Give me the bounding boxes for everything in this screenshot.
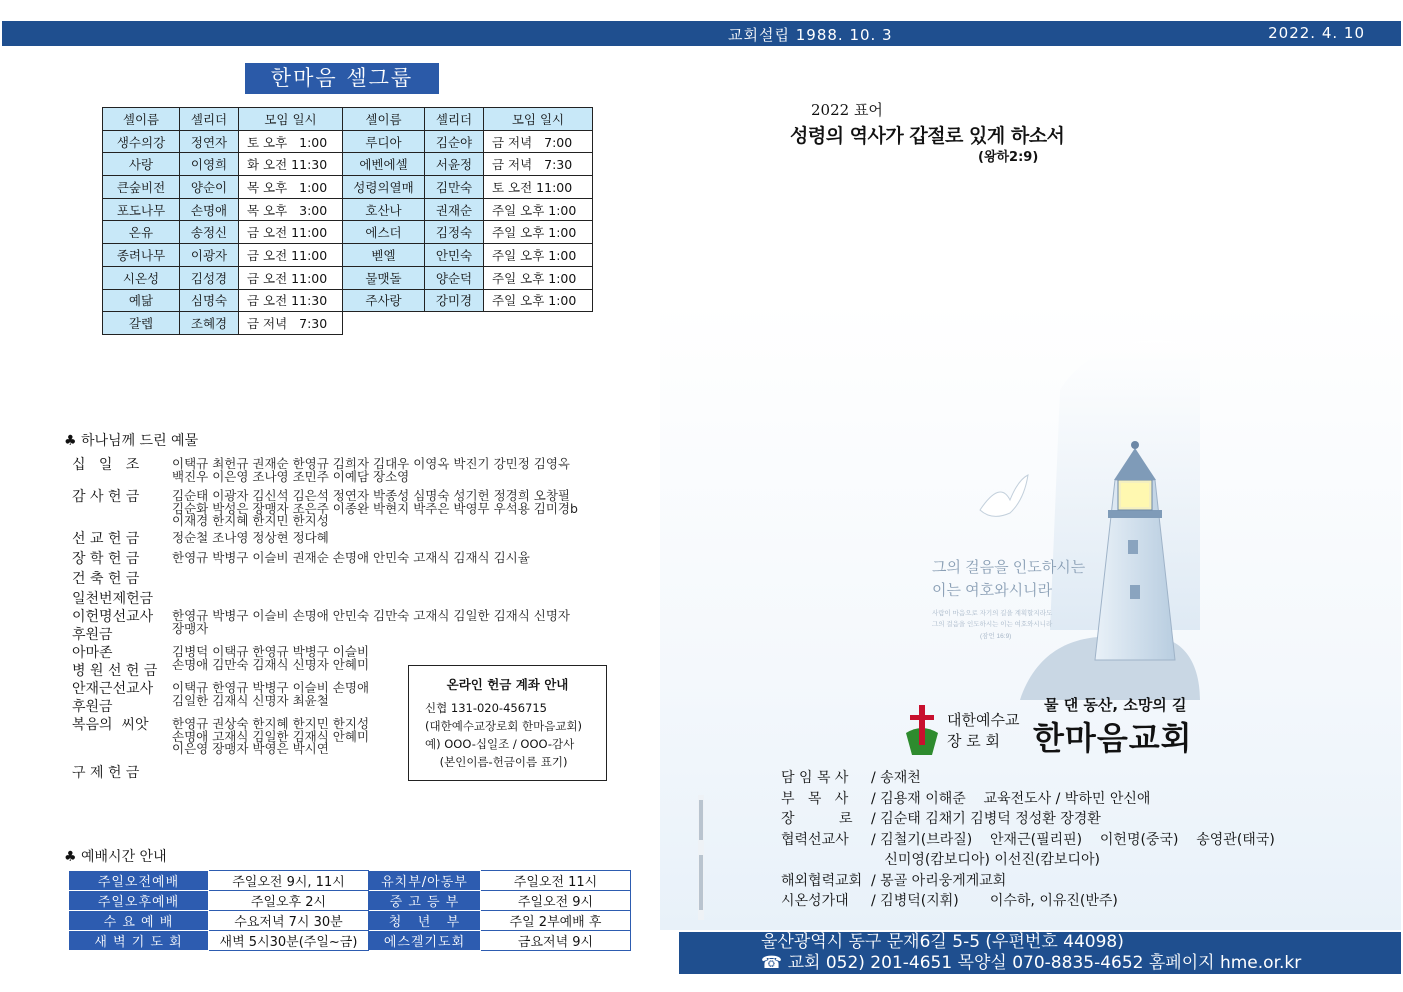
staff-role: 협력선교사 [781, 831, 849, 848]
table-row [69, 911, 631, 931]
staff-names: / 김병덕(지휘) 이수하, 이유진(반주) [871, 893, 1118, 909]
cell-time: 주일 오후 1:00 [484, 266, 593, 289]
cell-leader: 안민숙 [425, 244, 484, 267]
offering-label: 일천번제헌금 [72, 591, 154, 607]
column-header: 셀이름 [343, 108, 425, 131]
offering-names [172, 570, 632, 590]
founded-date: 교회설립 1988. 10. 3 [728, 26, 893, 44]
staff-row [781, 891, 1275, 912]
offerings-heading: ♣ 하나님께 드린 예물 [64, 433, 199, 449]
cell-leader: 권재순 [425, 198, 484, 221]
lighthouse-illustration [900, 330, 1200, 710]
cell-time: 목 오후 1:00 [239, 176, 343, 199]
cell-time: 목 오후 3:00 [239, 198, 343, 221]
church-phone: ☎ 교회 052) 201-4651 목양실 070-8835-4652 홈페이지 hme.or.kr [761, 953, 1302, 973]
cell-name: 에스더 [343, 221, 425, 244]
offering-row [72, 530, 632, 550]
church-cross-logo [902, 703, 942, 755]
worship-time: 주일오전 9시 [481, 891, 631, 911]
cell-name: 물맷돌 [343, 266, 425, 289]
staff-role: 부 목 사 [781, 790, 849, 807]
worship-time: 주일오전 9시, 11시 [209, 871, 369, 891]
worship-label: 수 요 예 배 [69, 911, 209, 931]
cell-name: 루디아 [343, 130, 425, 153]
table-row [103, 153, 593, 176]
table-row [69, 931, 631, 951]
poster-small-1: 사람이 마음으로 자기의 길을 계획할지라도 [932, 610, 1053, 617]
cell-name: 포도나무 [103, 198, 180, 221]
cell-time: 토 오전 11:00 [484, 176, 593, 199]
worship-label: 청 년 부 [369, 911, 481, 931]
staff-names: 신미영(캄보디아) 이선진(캄보디아) [871, 852, 1100, 868]
online-account-box [408, 665, 607, 781]
cell-time: 금 오전 11:00 [239, 266, 343, 289]
cell-time: 금 오전 11:00 [239, 244, 343, 267]
offering-label: 구 제 헌 금 [72, 765, 140, 781]
motto-reference: (왕하2:9) [978, 150, 1039, 165]
table-row [103, 312, 593, 335]
cell-time: 금 오전 11:00 [239, 221, 343, 244]
staff-names: / 김철기(브라질) 안재근(필리핀) 이헌명(중국) 송영관(태국) [871, 831, 1275, 848]
offering-label: 선 교 헌 금 [72, 531, 140, 547]
offering-label: 안재근선교사 후원금 [72, 681, 154, 715]
table-row [103, 221, 593, 244]
account-line: (본인이름-헌금이름 표기) [425, 755, 568, 769]
cell-time: 금 저녁 7:00 [484, 130, 593, 153]
denomination-line-2: 장 로 회 [947, 732, 1001, 750]
cell-time: 주일 오후 1:00 [484, 221, 593, 244]
cell-time: 주일 오후 1:00 [484, 198, 593, 221]
worship-time: 주일 2부예배 후 [481, 911, 631, 931]
table-row [69, 871, 631, 891]
cell-name: 온유 [103, 221, 180, 244]
staff-row [781, 830, 1275, 851]
cell-leader: 손명애 [180, 198, 239, 221]
worship-label: 에스겔기도회 [369, 931, 481, 951]
poster-line-2: 이는 여호와시니라 [932, 582, 1053, 599]
cell-group-table [102, 107, 593, 335]
church-address: 울산광역시 동구 문재6길 5-5 (우편번호 44098) [761, 932, 1124, 952]
staff-row [781, 789, 1275, 810]
table-row [103, 266, 593, 289]
cell-leader: 양순덕 [425, 266, 484, 289]
cell-leader: 이광자 [180, 244, 239, 267]
cell-leader: 김순야 [425, 130, 484, 153]
offering-names: 김순태 이광자 김신석 김은석 정연자 박종성 심명숙 성기헌 정경희 오창필 김순화 박성은 장맹자 조은주 이종완 박현지 박주은 박영무 우석용 김미경b 이재경 한지혜 한지민 한지성 [172, 488, 578, 528]
poster-small-2: 그의 걸음을 인도하시는 이는 여호와시니라 [932, 621, 1053, 628]
offering-row [72, 488, 632, 530]
cell-name: 시온성 [103, 266, 180, 289]
denomination-line-1: 대한예수교 [947, 711, 1020, 729]
worship-label: 유치부/아동부 [369, 871, 481, 891]
account-line: 신협 131-020-456715 [425, 701, 547, 715]
staff-role: 시온성가대 [781, 893, 849, 909]
worship-time: 수요저녁 7시 30분 [209, 911, 369, 931]
church-slogan: 물 댄 동산, 소망의 길 [1044, 696, 1187, 714]
cell-leader: 서윤정 [425, 153, 484, 176]
poster-small-3: (잠언 16:9) [980, 633, 1012, 640]
empty-cell [343, 312, 425, 335]
staff-names: / 몽골 아리웅게게교회 [871, 872, 1007, 889]
motto-text: 성령의 역사가 갑절로 있게 하소서 [790, 125, 1065, 147]
staff-role: 장 로 [781, 811, 853, 827]
cell-name: 사랑 [103, 153, 180, 176]
account-title: 온라인 헌금 계좌 안내 [446, 677, 569, 692]
cell-name: 벧엘 [343, 244, 425, 267]
offering-names: 한영규 박병구 이슬비 권재순 손명애 안민숙 고재식 김재식 김시율 [172, 550, 530, 565]
cell-time: 주일 오후 1:00 [484, 289, 593, 312]
worship-time: 금요저녁 9시 [481, 931, 631, 951]
offering-names: 한영규 박병구 이슬비 손명애 안민숙 김만숙 고재식 김일한 김재식 신명자 장맹자 [172, 608, 571, 636]
cell-group-title: 한마음 셀그룹 [245, 63, 439, 94]
account-line: (대한예수교장로회 한마음교회) [425, 719, 583, 733]
empty-cell [425, 312, 484, 335]
offering-names [172, 590, 632, 608]
cell-name: 에벤에셀 [343, 153, 425, 176]
staff-row [781, 809, 1275, 830]
offering-label: 감 사 헌 금 [72, 489, 140, 505]
cell-leader: 조혜경 [180, 312, 239, 335]
offering-names: 이택규 최헌규 권재순 한영규 김희자 김대우 이영옥 박진기 강민정 김영옥 백진우 이은영 조나영 조민주 이예담 장소영 [172, 456, 571, 484]
table-row [103, 289, 593, 312]
staff-list [781, 768, 1275, 912]
cell-leader: 양순이 [180, 176, 239, 199]
worship-heading: ♣ 예배시간 안내 [64, 849, 167, 865]
staff-row [781, 768, 1275, 789]
offering-label: 아마존 병 원 선 헌 금 [72, 645, 158, 679]
cell-leader: 김만숙 [425, 176, 484, 199]
offering-row [72, 608, 632, 644]
cell-leader: 김정숙 [425, 221, 484, 244]
staff-names: / 송재천 [871, 770, 921, 786]
account-line: 예) OOO-십일조 / OOO-감사 [425, 737, 575, 751]
table-row [69, 891, 631, 911]
poster-line-1: 그의 걸음을 인도하시는 [932, 559, 1086, 576]
offering-row [72, 550, 632, 570]
cell-leader: 김성경 [180, 266, 239, 289]
motto-year: 2022 표어 [811, 101, 883, 119]
footer-bar [679, 932, 1401, 974]
worship-time: 주일오후 2시 [209, 891, 369, 911]
column-header: 모임 일시 [484, 108, 593, 131]
table-row [103, 244, 593, 267]
offering-label: 십 일 조 [72, 457, 140, 473]
staff-role: 해외협력교회 [781, 872, 863, 889]
worship-time: 주일오전 11시 [481, 871, 631, 891]
cell-leader: 강미경 [425, 289, 484, 312]
empty-cell [484, 312, 593, 335]
table-row [103, 130, 593, 153]
staff-role: 담 임 목 사 [781, 770, 849, 786]
worship-label: 주일오전예배 [69, 871, 209, 891]
cell-name: 주사랑 [343, 289, 425, 312]
offering-names: 한영규 권상숙 한지혜 한지민 한지성 손명애 고재식 김일한 김재식 안혜미 이은영 장맹자 박영은 박시연 [172, 716, 370, 756]
cell-name: 생수의강 [103, 130, 180, 153]
cell-name: 갈렙 [103, 312, 180, 335]
cell-time: 주일 오후 1:00 [484, 244, 593, 267]
cell-name: 호산나 [343, 198, 425, 221]
cell-time: 금 오전 11:30 [239, 289, 343, 312]
cell-leader: 이영희 [180, 153, 239, 176]
cell-name: 큰숲비전 [103, 176, 180, 199]
issue-date: 2022. 4. 10 [1268, 24, 1365, 42]
cell-time: 화 오전 11:30 [239, 153, 343, 176]
worship-label: 새 벽 기 도 회 [69, 931, 209, 951]
church-name: 한마음교회 [1033, 719, 1193, 757]
cell-name: 성령의열매 [343, 176, 425, 199]
cell-leader: 심명숙 [180, 289, 239, 312]
worship-schedule-table [68, 870, 631, 951]
column-header: 셀리더 [425, 108, 484, 131]
vertical-text-strip [695, 795, 707, 920]
staff-names: / 김용재 이해준 교육전도사 / 박하민 안신애 [871, 790, 1151, 807]
cell-leader: 정연자 [180, 130, 239, 153]
worship-label: 주일오후예배 [69, 891, 209, 911]
offering-names: 정순철 조나영 정상현 정다혜 [172, 530, 329, 545]
offering-row [72, 570, 632, 590]
denomination [947, 710, 1019, 752]
offering-label: 장 학 헌 금 [72, 551, 140, 567]
cell-time: 금 저녁 7:30 [239, 312, 343, 335]
cell-time: 금 저녁 7:30 [484, 153, 593, 176]
table-header-row [103, 108, 593, 131]
column-header: 셀이름 [103, 108, 180, 131]
staff-names: / 김순태 김채기 김병덕 정성환 장경환 [871, 811, 1101, 827]
column-header: 셀리더 [180, 108, 239, 131]
table-row [103, 176, 593, 199]
staff-row [781, 850, 1275, 871]
worship-time: 새벽 5시30분(주일~금) [209, 931, 369, 951]
offering-names: 김병덕 이택규 한영규 박병구 이슬비 손명애 김만숙 김재식 신명자 안혜미 [172, 644, 370, 672]
offering-label: 이헌명선교사 후원금 [72, 609, 154, 643]
staff-role [781, 850, 871, 871]
worship-label: 중 고 등 부 [369, 891, 481, 911]
cell-name: 종려나무 [103, 244, 180, 267]
cell-name: 예닮 [103, 289, 180, 312]
staff-row [781, 871, 1275, 892]
table-row [103, 198, 593, 221]
cell-leader: 송정신 [180, 221, 239, 244]
offering-names: 이택규 한영규 박병구 이슬비 손명애 김일한 김재식 신명자 최윤철 [172, 680, 370, 708]
cell-time: 토 오후 1:00 [239, 130, 343, 153]
top-bar [2, 21, 1401, 46]
column-header: 모임 일시 [239, 108, 343, 131]
offering-label: 건 축 헌 금 [72, 571, 140, 587]
offering-row [72, 590, 632, 608]
offering-label: 복음의 씨앗 [72, 717, 149, 733]
offering-row [72, 456, 632, 488]
